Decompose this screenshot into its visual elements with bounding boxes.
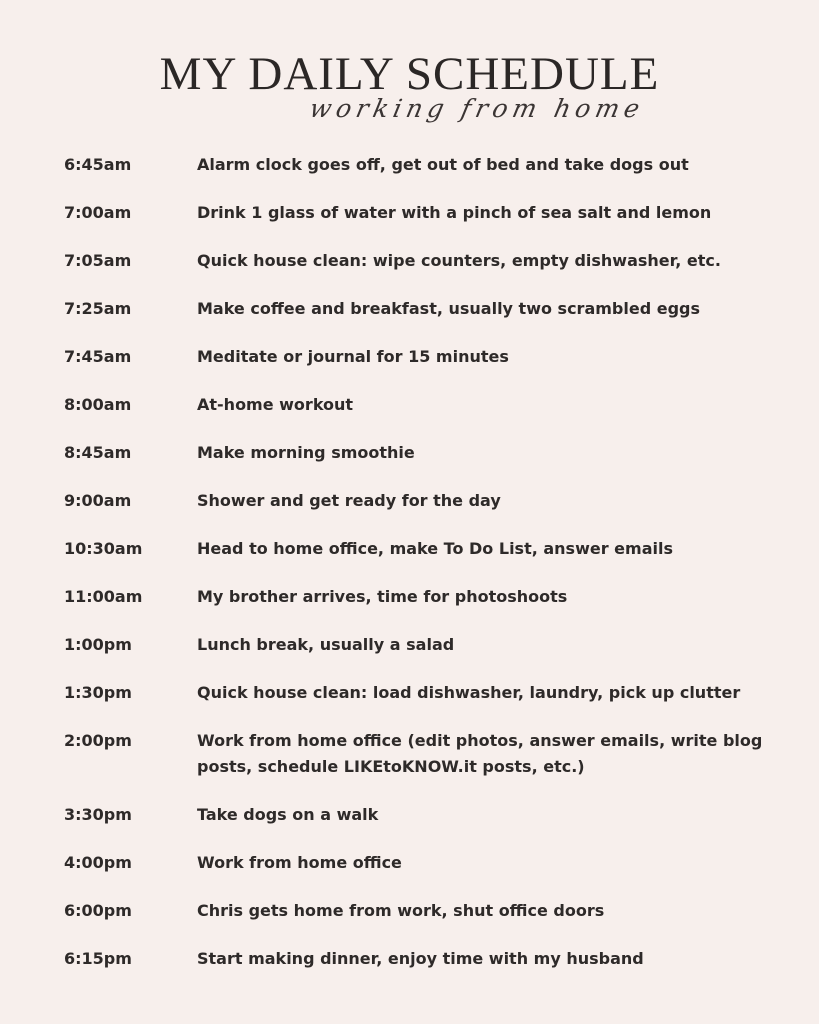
- schedule-row: [64, 488, 764, 514]
- schedule-row: [64, 946, 764, 972]
- schedule-row: [64, 296, 764, 322]
- schedule-row: [64, 632, 764, 658]
- schedule-activity: Work from home office (edit photos, answer emails, write blog posts, schedule LIKEtoKNOW.it posts, etc.): [197, 731, 763, 776]
- schedule-time: 10:30am: [64, 539, 143, 558]
- schedule-row: [64, 152, 764, 178]
- schedule-activity: Work from home office: [197, 853, 402, 872]
- schedule-row: [64, 898, 764, 924]
- schedule-time: 3:30pm: [64, 805, 132, 824]
- schedule-row: [64, 850, 764, 876]
- schedule-time: 8:00am: [64, 395, 132, 414]
- schedule-row: [64, 728, 764, 780]
- schedule-time: 7:25am: [64, 299, 132, 318]
- schedule-row: [64, 392, 764, 418]
- schedule-activity: Chris gets home from work, shut office doors: [197, 901, 605, 920]
- schedule-activity: Quick house clean: wipe counters, empty dishwasher, etc.: [197, 251, 721, 270]
- schedule-activity: Meditate or journal for 15 minutes: [197, 347, 509, 366]
- schedule-time: 6:45am: [64, 155, 132, 174]
- schedule-time: 8:45am: [64, 443, 132, 462]
- schedule-time: 7:45am: [64, 347, 132, 366]
- schedule-activity: Lunch break, usually a salad: [197, 635, 455, 654]
- schedule-row: [64, 440, 764, 466]
- schedule-activity: Drink 1 glass of water with a pinch of sea salt and lemon: [197, 203, 712, 222]
- schedule-activity: Quick house clean: load dishwasher, laundry, pick up clutter: [197, 683, 741, 702]
- schedule-time: 6:00pm: [64, 901, 132, 920]
- schedule-time: 1:30pm: [64, 683, 132, 702]
- schedule-activity: At-home workout: [197, 395, 354, 414]
- schedule-time: 11:00am: [64, 587, 143, 606]
- schedule-row: [64, 344, 764, 370]
- schedule-row: [64, 200, 764, 226]
- schedule-row: [64, 802, 764, 828]
- schedule-row: [64, 536, 764, 562]
- schedule-time: 1:00pm: [64, 635, 132, 654]
- schedule-list: [64, 152, 764, 994]
- page-title: MY DAILY SCHEDULE: [159, 48, 660, 100]
- schedule-row: [64, 248, 764, 274]
- schedule-time: 2:00pm: [64, 731, 132, 750]
- schedule-activity: Alarm clock goes off, get out of bed and take dogs out: [197, 155, 689, 174]
- schedule-row: [64, 680, 764, 706]
- schedule-activity: Head to home office, make To Do List, answer emails: [197, 539, 673, 558]
- schedule-time: 7:00am: [64, 203, 132, 222]
- schedule-activity: Shower and get ready for the day: [197, 491, 501, 510]
- schedule-activity: My brother arrives, time for photoshoots: [197, 587, 568, 606]
- schedule-time: 7:05am: [64, 251, 132, 270]
- schedule-activity: Make morning smoothie: [197, 443, 415, 462]
- schedule-activity: Start making dinner, enjoy time with my husband: [197, 949, 644, 968]
- schedule-time: 6:15pm: [64, 949, 132, 968]
- schedule-time: 4:00pm: [64, 853, 132, 872]
- schedule-activity: Make coffee and breakfast, usually two scrambled eggs: [197, 299, 701, 318]
- schedule-activity: Take dogs on a walk: [197, 805, 379, 824]
- page-subtitle: working from home: [306, 94, 648, 123]
- schedule-time: 9:00am: [64, 491, 132, 510]
- schedule-row: [64, 584, 764, 610]
